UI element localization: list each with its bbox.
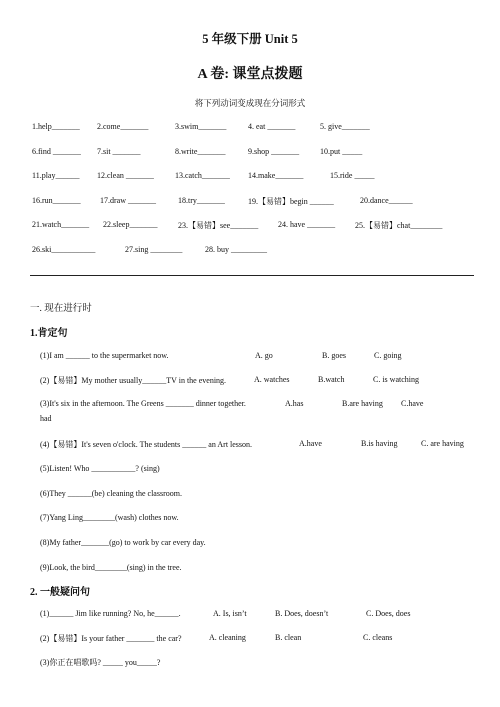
vocab-item: 1.help_______: [32, 122, 80, 131]
option-c: C. cleans: [363, 633, 393, 642]
option-c: C.have: [401, 399, 424, 408]
instruction-text: 将下列动词变成现在分词形式: [194, 98, 306, 108]
subsection-heading: 1.肯定句: [30, 328, 68, 339]
vocab-item: 10.put _____: [320, 147, 363, 156]
worksheet-subtitle: A 卷: 课堂点拨题: [197, 67, 303, 82]
vocab-item: 28. buy _________: [205, 245, 267, 254]
option-a: A. cleaning: [209, 633, 246, 642]
section-heading: 一. 现在进行时: [30, 304, 92, 314]
vocab-item: 15.ride _____: [330, 171, 375, 180]
vocab-item: 3.swim_______: [175, 122, 227, 131]
option-b: B. Does, doesn’t: [275, 609, 329, 618]
option-a: A.have: [299, 439, 322, 448]
vocab-item: 16.run_______: [32, 196, 81, 205]
question-stem: (4)【易错】It's seven o'clock. The students ______ an Art lesson.: [40, 440, 253, 449]
vocab-item: 5. give_______: [320, 122, 370, 131]
option-a: A. Is, isn’t: [213, 609, 247, 618]
vocab-item: 21.watch_______: [32, 220, 90, 229]
vocab-item: 8.write_______: [175, 147, 226, 156]
option-b: B.are having: [342, 399, 383, 408]
option-b: B.watch: [318, 375, 345, 384]
vocab-item: 23.【易错】see_______: [178, 221, 259, 230]
question-stem: (9)Look, the bird________(sing) in the tree.: [40, 563, 182, 572]
vocab-item: 2.come_______: [97, 122, 149, 131]
question-stem: (8)My father_______(go) to work by car every day.: [40, 538, 206, 547]
question-stem: (1)______ Jim like running? No, he______.: [40, 609, 181, 618]
option-a: A. go: [255, 351, 273, 360]
option-b: B. goes: [322, 351, 346, 360]
option-b: B.is having: [361, 439, 398, 448]
option-b: B. clean: [275, 633, 302, 642]
vocab-item: 14.make_______: [248, 171, 304, 180]
question-stem: (3)It's six in the afternoon. The Greens _______ dinner together.: [40, 399, 246, 408]
option-a: A.has: [285, 399, 304, 408]
option-c: C. are having: [421, 439, 464, 448]
vocab-item: 6.find _______: [32, 147, 81, 156]
question-stem: (2)【易错】My mother usually______TV in the evening.: [40, 376, 227, 385]
vocab-item: 22.sleep_______: [103, 220, 158, 229]
question-stem: (7)Yang Ling________(wash) clothes now.: [40, 513, 179, 522]
vocab-item: 13.catch_______: [175, 171, 230, 180]
option-c: C. Does, does: [366, 609, 411, 618]
vocab-item: 19.【易错】begin ______: [248, 197, 334, 206]
vocab-item: 26.ski___________: [32, 245, 96, 254]
vocab-item: 17.draw _______: [100, 196, 156, 205]
option-c: C. is watching: [373, 375, 419, 384]
vocab-item: 18.try_______: [178, 196, 225, 205]
option-c: C. going: [374, 351, 402, 360]
question-continuation: had: [40, 414, 52, 423]
vocab-item: 11.play______: [32, 171, 80, 180]
vocab-item: 7.sit _______: [97, 147, 141, 156]
option-a: A. watches: [254, 375, 290, 384]
page-title: 5 年级下册 Unit 5: [202, 32, 298, 46]
subsection-heading: 2. 一般疑问句: [30, 587, 90, 598]
section-divider: [30, 275, 474, 276]
question-stem: (3)你正在唱歌吗? _____ you_____?: [40, 658, 161, 667]
question-stem: (5)Listen! Who ___________? (sing): [40, 464, 160, 473]
question-stem: (6)They ______(be) cleaning the classroom.: [40, 489, 182, 498]
vocab-item: 27.sing ________: [125, 245, 183, 254]
question-stem: (2)【易错】Is your father _______ the car?: [40, 634, 182, 643]
question-stem: (1)I am ______ to the supermarket now.: [40, 351, 169, 360]
vocab-item: 9.shop _______: [248, 147, 300, 156]
vocab-item: 24. have _______: [278, 220, 336, 229]
vocab-item: 4. eat _______: [248, 122, 296, 131]
vocab-item: 25.【易错】chat________: [355, 221, 443, 230]
vocab-item: 20.dance______: [360, 196, 413, 205]
vocab-item: 12.clean _______: [97, 171, 154, 180]
